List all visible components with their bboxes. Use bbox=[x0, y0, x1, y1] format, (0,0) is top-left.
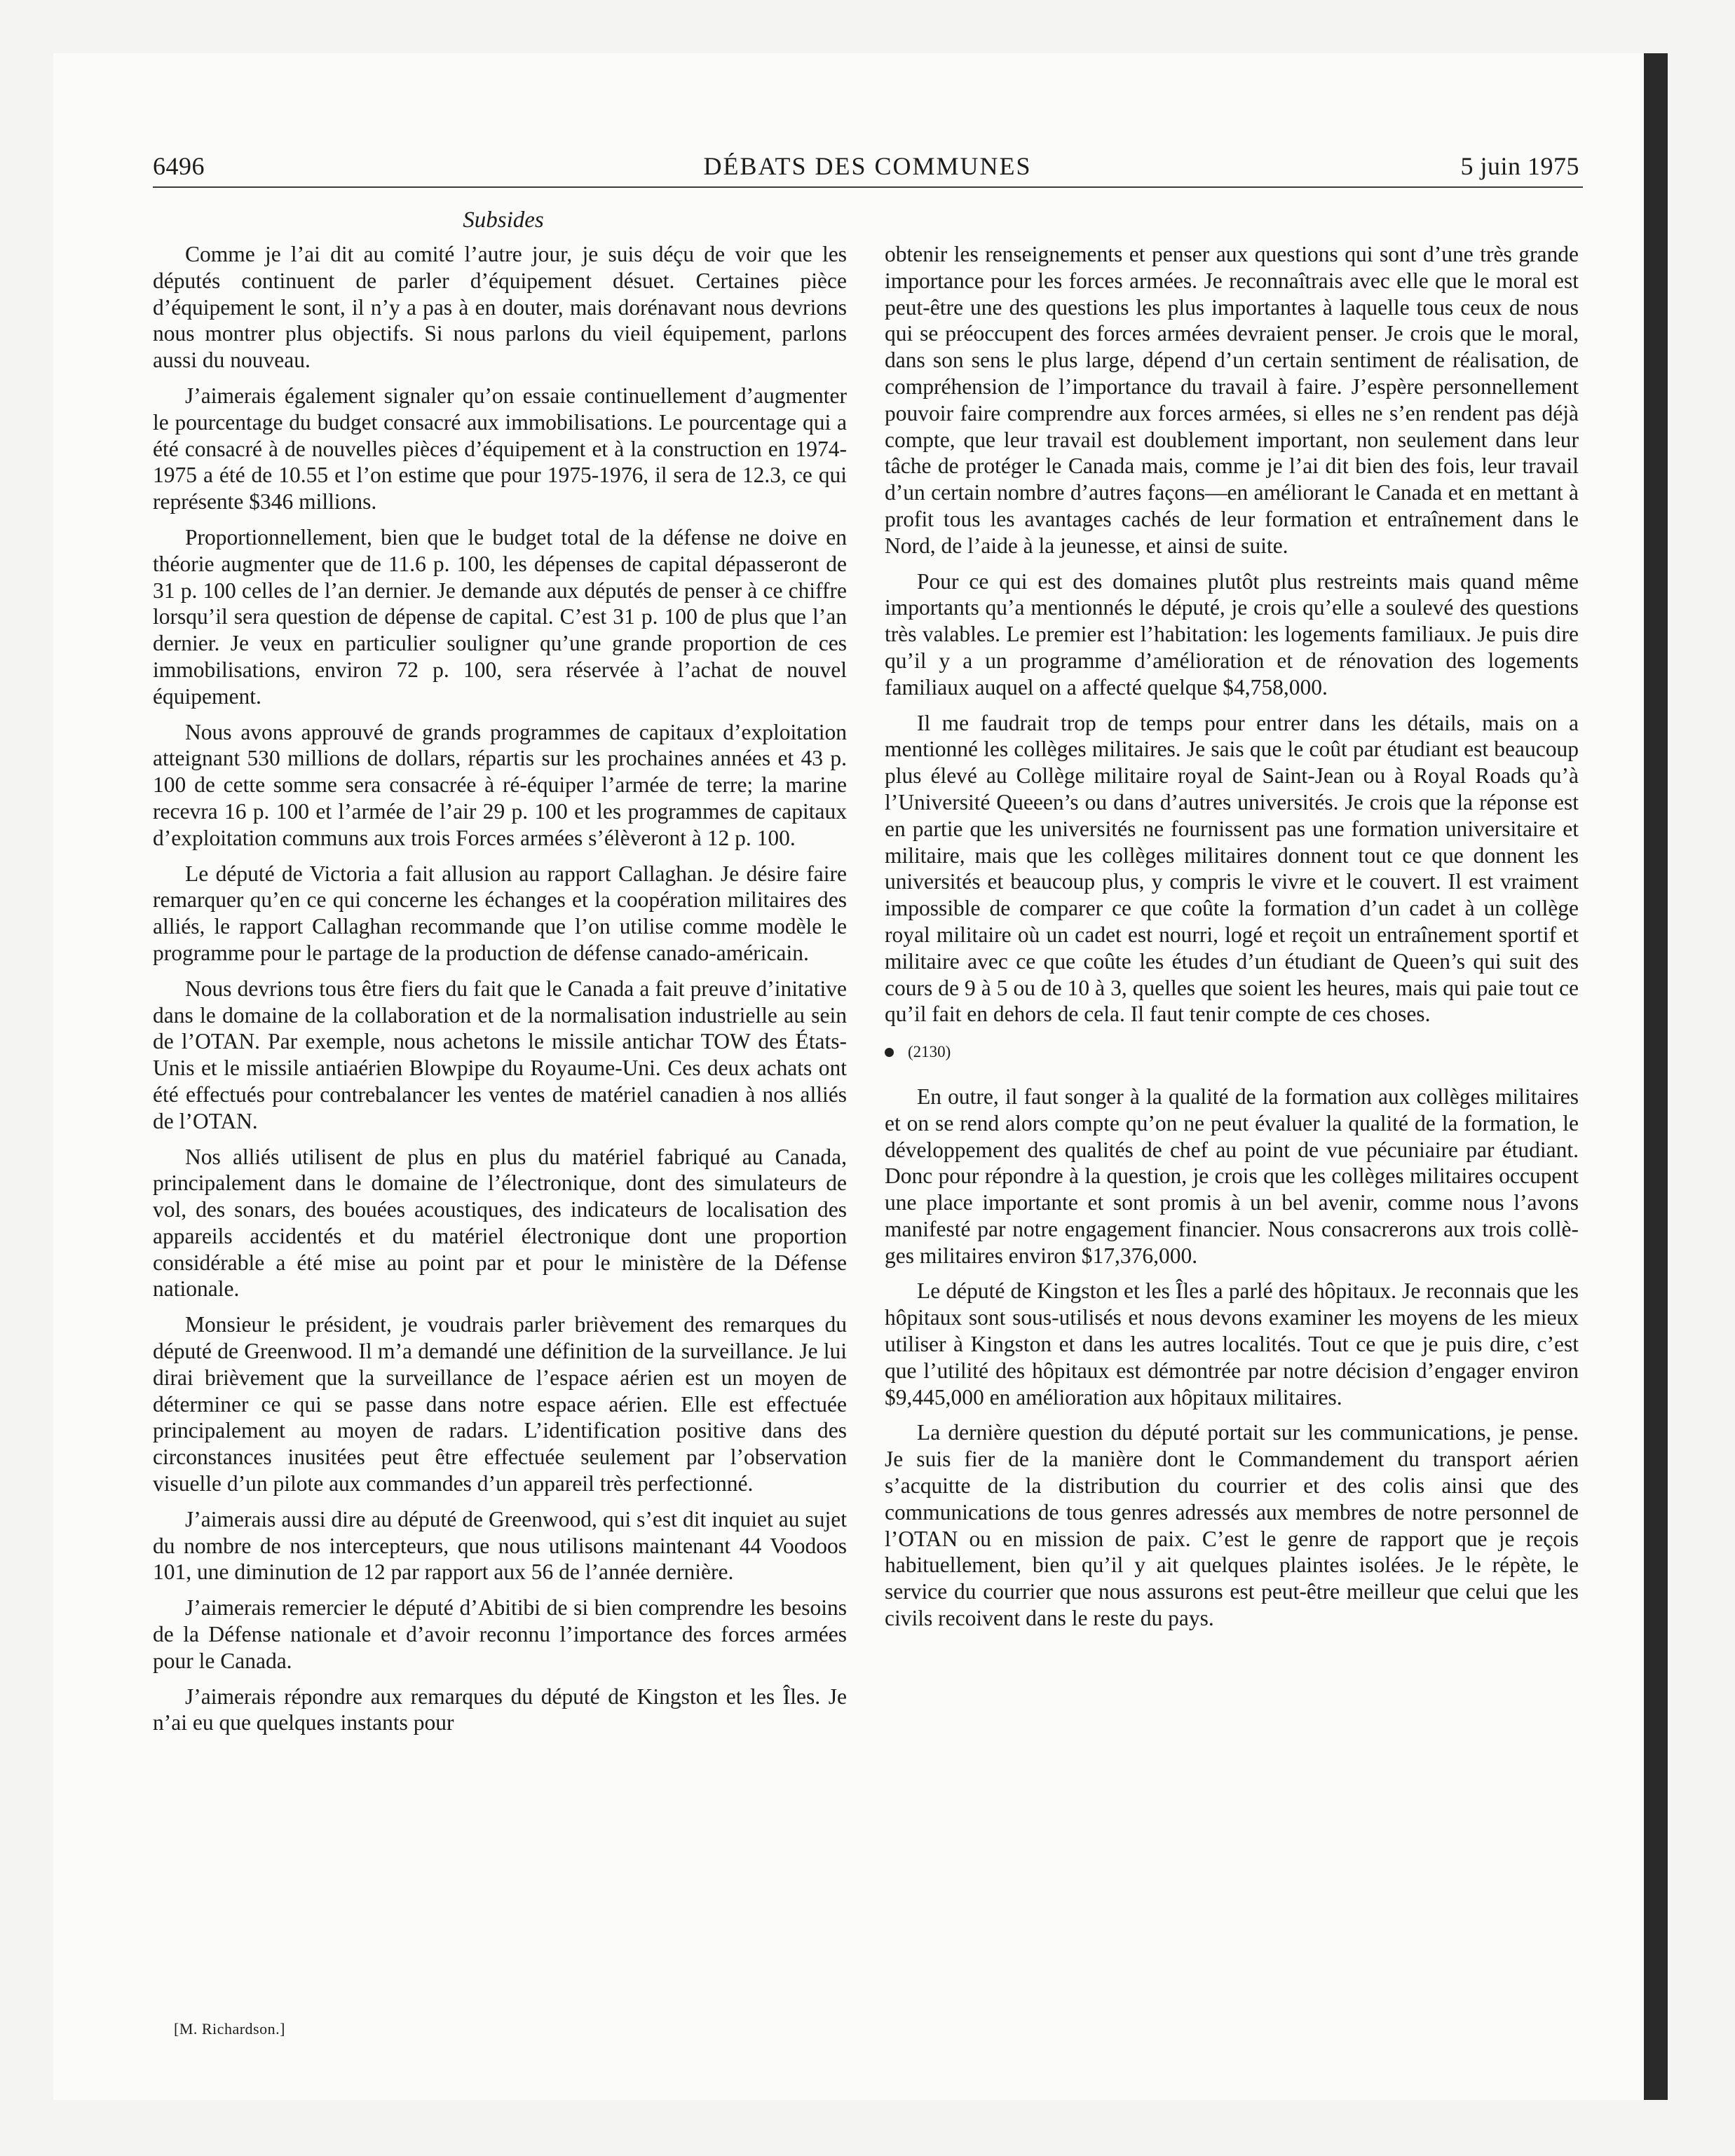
paragraph: Nous devrions tous être fiers du fait que le Canada a fait preuve d’initative dans le domaine de la collaboration et de la normalisation industrielle au sein de l’OTAN. Par exemple, nous achetons le missile antichar TOW des États-Unis et le missile antiaérien Blowpipe du Royaume-Uni. Ces deux achats ont été effectués pour contrebalancer les ventes de matériel canadien à nos alliés de l’OTAN. bbox=[153, 976, 847, 1133]
paragraph: Pour ce qui est des domaines plutôt plus restreints mais quand même importants qu’a mentionnés le député, je crois qu’elle a soulevé des questions très valables. Le premier est l’habitation: les logements familiaux. Je puis dire qu’il y a un programme d’amélioration et de rénovation des logements familiaux auquel on a affecté quelque $4,758,000. bbox=[885, 568, 1579, 700]
paragraph: La dernière question du député portait sur les communications, je pense. Je suis fier de la manière dont le Commandement du transport aérien s’acquitte de la distribution du courrier et des colis ainsi que des communications de tous genres adressés aux membres de notre personnel de l’OTAN ou en mission de paix. C’est le genre de rapport que je reçois habituellement, bien qu’il y ait quelques plaintes isolées. Je le répète, le service du courrier que nous assurons est peut-être meilleur que celui que les civils recoivent dans le reste du pays. bbox=[885, 1420, 1579, 1631]
paragraph: J’aimerais également signaler qu’on essaie continuellement d’augmenter le pourcentage du budget consacré aux immobilisations. Le pourcentage qui a été consacré à de nouvelles pièces d’équipement et à la construction en 1974-1975 a été de 10.55 et l’on estime que pour 1975-1976, il sera de 12.3, ce qui représente $346 millions. bbox=[153, 383, 847, 514]
left-column bbox=[153, 241, 847, 1745]
paragraph: Le député de Kingston et les Îles a parlé des hôpitaux. Je reconnais que les hôpitaux sont sous-utilisés et nous devons examiner les moyens de les mieux utiliser à Kingston et dans les autres localités. Tout ce que je puis dire, c’est que l’utilité des hôpitaux est démontrée par notre décision d’engager environ $9,445,000 en amélioration aux hôpitaux militaires. bbox=[885, 1278, 1579, 1410]
time-marker bbox=[885, 1039, 1579, 1065]
paragraph: En outre, il faut songer à la qualité de la formation aux collèges militaires et on se rend alors compte qu’on ne peut évaluer la qualité de la formation, le développement des qualités de chef au point de vue pécuniaire par étudiant. Donc pour répondre à la question, je crois que les collèges militaires occupent une place importante et sont promis à un bel avenir, comme nous l’avons manifesté par notre engagement financier. Nous consacrerons aux trois collèges militaires environ $17,376,000. bbox=[885, 1084, 1579, 1268]
scan-edge-shadow bbox=[1644, 53, 1668, 2100]
paragraph: Monsieur le président, je voudrais parler brièvement des remarques du député de Greenwood. Il m’a demandé une définition de la surveillance. Je lui dirai brièvement que la surveillance de l’espace aérien est un moyen de déterminer ce qui se passe dans notre espace aérien. Elle est effectuée principalement au moyen de radars. L’identification positive dans des circonstances inusitées peut être effectuée seulement par l’observation visuelle d’un pilote aux commandes d’un appareil très perfectionné. bbox=[153, 1312, 847, 1496]
paragraph: J’aimerais remercier le député d’Abitibi de si bien comprendre les besoins de la Défense nationale et d’avoir reconnu l’importance des forces armées pour le Canada. bbox=[153, 1595, 847, 1673]
bullet-icon bbox=[885, 1048, 894, 1057]
running-title: DÉBATS DES COMMUNES bbox=[703, 152, 1032, 180]
paragraph: Nous avons approuvé de grands programmes de capitaux d’exploitation atteignant 530 millions de dollars, répartis sur les prochaines années et 43 p. 100 de cette somme sera consacrée à ré-équiper l’armée de terre; la marine recevra 16 p. 100 et l’armée de l’air 29 p. 100 et les programmes de capitaux d’exploitation communs aux trois Forces armées s’élèveront à 12 p. 100. bbox=[153, 719, 847, 850]
paragraph: Il me faudrait trop de temps pour entrer dans les détails, mais on a mentionné les collèges militaires. Je sais que le coût par étudiant est beaucoup plus élevé au Collège militaire royal de Saint-Jean ou à Royal Roads qu’à l’Université Queeen’s ou dans d’autres universités. Je crois que la réponse est en partie que les universités ne fournissent pas une formation universitaire et militaire, mais que les collèges militaires donnent tout ce que donnent les universités et beaucoup plus, y compris le vivre et le couvert. Il est vraiment impossible de comparer ce que coûte la formation d’un cadet à un collège royal militaire où un cadet est nourri, logé et reçoit un entraînement sportif et militaire avec ce que coûte les études d’un étudiant de Queen’s qui suit des cours de 9 à 5 ou de 10 à 3, quelles que soient les heures, mais qui paie tout ce qu’il fait en dehors de cela. Il faut tenir compte de ces choses. bbox=[885, 710, 1579, 1027]
page-number: 6496 bbox=[153, 152, 205, 180]
paragraph: obtenir les renseignements et penser aux questions qui sont d’une très grande importance pour les forces armées. Je reconnaîtrais avec elle que le moral est peut-être une des questions les plus importantes à laquelle tous ceux de nous qui se préoccupent des forces armées devraient penser. Je crois que le moral, dans son sens le plus large, dépend d’un certain sentiment de réalisation, de compréhension de l’importance du travail à faire. J’espère personnellement pouvoir faire comprendre aux forces armées, si elles ne s’en rendent pas déjà compte, que leur travail est doublement important, non seulement dans leur tâche de protéger le Canada mais, comme je l’ai dit bien des fois, leur travail d’un certain nombre d’autres façons—en améliorant le Canada et en mettant à profit tous les avantages cachés de leur formation et entraînement dans le Nord, de l’aide à la jeunesse, et ainsi de suite. bbox=[885, 242, 1579, 558]
speaker-tag: [M. Richardson.] bbox=[174, 2020, 285, 2038]
paragraph: Nos alliés utilisent de plus en plus du matériel fabriqué au Canada, principalement dans le domaine de l’électronique, dont des simulateurs de vol, des sonars, des bouées acoustiques, des indicateurs de localisation des appareils accidentés et du matériel électronique dont une proportion considérable a été mise au point par et pour le ministère de la Défense nationale. bbox=[153, 1144, 847, 1302]
paragraph: J’aimerais aussi dire au député de Greenwood, qui s’est dit inquiet au sujet du nombre de nos intercepteurs, que nous utilisons maintenant 44 Voodoos 101, une diminution de 12 par rapport aux 56 de l’année dernière. bbox=[153, 1506, 847, 1585]
paragraph: Comme je l’ai dit au comité l’autre jour, je suis déçu de voir que les députés continuent de parler d’équipement désuet. Certaines pièce d’équipement le sont, il n’y a pas à en douter, mais dorénavant nous devrions nous montrer plus objectifs. Si nous parlons du vieil équipement, parlons aussi du nouveau. bbox=[153, 242, 847, 373]
paragraph: Proportionnellement, bien que le budget total de la défense ne doive en théorie augmenter que de 11.6 p. 100, les dépenses de capital dépasseront de 31 p. 100 celles de l’an dernier. Je demande aux députés de penser à ce chiffre lorsqu’il sera question de dépense de capital. C’est 31 p. 100 de plus que l’an dernier. Je veux en particulier souligner qu’une grande proportion de ces immobilisations, environ 72 p. 100, sera réservée à l’achat de nouvel équipement. bbox=[153, 524, 847, 709]
paragraph: Le député de Victoria a fait allusion au rapport Callaghan. Je désire faire remarquer qu’en ce qui concerne les échanges et la coopération militaires des alliés, le rapport Callaghan recommande que l’on utilise comme modèle le programme pour le partage de la production de défense canado-américain. bbox=[153, 861, 847, 965]
right-column bbox=[885, 241, 1579, 1641]
issue-date: 5 juin 1975 bbox=[1460, 152, 1579, 180]
time-marker-label: (2130) bbox=[908, 1043, 951, 1061]
paragraph: J’aimerais répondre aux remarques du député de Kingston et les Îles. Je n’ai eu que quelques instants pour bbox=[153, 1684, 847, 1735]
section-title: Subsides bbox=[463, 207, 544, 233]
header-rule bbox=[153, 186, 1583, 188]
